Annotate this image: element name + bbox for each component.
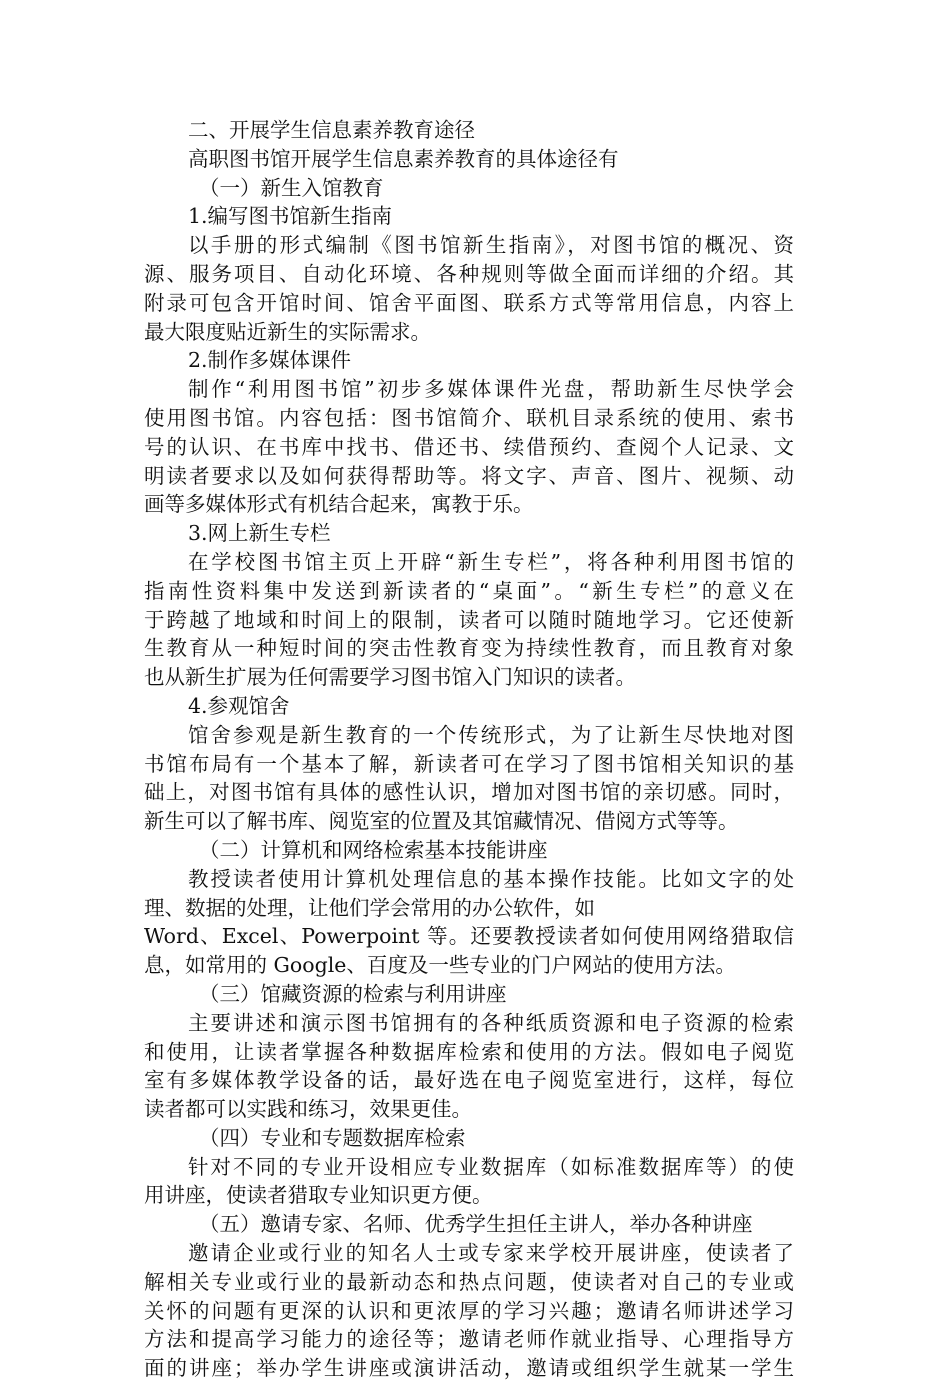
text-line: 最大限度贴近新生的实际需求。 xyxy=(144,319,431,344)
text-line: 和使用，让读者掌握各种数据库检索和使用的方法。假如电子阅览 xyxy=(144,1039,794,1064)
text-line: 息，如常用的 Google、百度及一些专业的门户网站的使用方法。 xyxy=(144,953,736,978)
text-line: 邀请企业或行业的知名人士或专家来学校开展讲座，使读者了 xyxy=(188,1241,794,1266)
text-line: 使用图书馆。内容包括：图书馆简介、联机目录系统的使用、索书 xyxy=(144,405,794,430)
text-line: 指南性资料集中发送到新读者的“桌面”。“新生专栏”的意义在 xyxy=(144,578,794,603)
text-line: 关怀的问题有更深的认识和更浓厚的学习兴趣；邀请名师讲述学习 xyxy=(144,1298,794,1323)
text-line: （五）邀请专家、名师、优秀学生担任主讲人，举办各种讲座 xyxy=(199,1212,753,1237)
text-line: （四）专业和专题数据库检索 xyxy=(199,1125,466,1150)
text-line: 解相关专业或行业的最新动态和热点问题，使读者对自己的专业或 xyxy=(144,1269,794,1294)
text-line: 针对不同的专业开设相应专业数据库（如标准数据库等）的使 xyxy=(188,1154,794,1179)
text-line: （二）计算机和网络检索基本技能讲座 xyxy=(199,837,548,862)
text-line: 也从新生扩展为任何需要学习图书馆入门知识的读者。 xyxy=(144,665,636,690)
text-line: 2.制作多媒体课件 xyxy=(188,348,352,373)
text-line: 书馆布局有一个基本了解，新读者可在学习了图书馆相关知识的基 xyxy=(144,751,794,776)
text-line: 面的讲座；举办学生讲座或演讲活动，邀请或组织学生就某一学生 xyxy=(144,1356,794,1381)
text-line: 以手册的形式编制《图书馆新生指南》，对图书馆的概况、资 xyxy=(188,233,794,258)
text-line: 号的认识、在书库中找书、借还书、续借预约、查阅个人记录、文 xyxy=(144,434,794,459)
text-line: 理、数据的处理，让他们学会常用的办公软件，如 xyxy=(144,895,595,920)
text-line: 3.网上新生专栏 xyxy=(188,521,331,546)
document-body xyxy=(144,116,794,1383)
text-line: 生教育从一种短时间的突击性教育变为持续性教育，而且教育对象 xyxy=(144,636,794,661)
text-line: （一）新生入馆教育 xyxy=(199,175,384,200)
text-line: 4.参观馆舍 xyxy=(188,693,290,718)
text-line: 读者都可以实践和练习，效果更佳。 xyxy=(144,1097,472,1122)
text-line: 制作“利用图书馆”初步多媒体课件光盘，帮助新生尽快学会 xyxy=(188,377,794,402)
text-line: 新生可以了解书库、阅览室的位置及其馆藏情况、借阅方式等等。 xyxy=(144,809,739,834)
text-line: 室有多媒体教学设备的话，最好选在电子阅览室进行，这样，每位 xyxy=(144,1068,794,1093)
text-line: （三）馆藏资源的检索与利用讲座 xyxy=(199,981,507,1006)
text-line: 画等多媒体形式有机结合起来，寓教于乐。 xyxy=(144,492,534,517)
text-line: 源、服务项目、自动化环境、各种规则等做全面而详细的介绍。其 xyxy=(144,261,794,286)
text-line: 高职图书馆开展学生信息素养教育的具体途径有 xyxy=(188,146,619,171)
text-line: 馆舍参观是新生教育的一个传统形式，为了让新生尽快地对图 xyxy=(188,722,794,747)
text-line: 础上，对图书馆有具体的感性认识，增加对图书馆的亲切感。同时， xyxy=(144,780,794,805)
text-line: 教授读者使用计算机处理信息的基本操作技能。比如文字的处 xyxy=(188,866,794,891)
text-line: 附录可包含开馆时间、馆舍平面图、联系方式等常用信息，内容上 xyxy=(144,290,794,315)
text-line: 用讲座，使读者猎取专业知识更方便。 xyxy=(144,1183,493,1208)
text-line: 主要讲述和演示图书馆拥有的各种纸质资源和电子资源的检索 xyxy=(188,1010,794,1035)
text-line: 1.编写图书馆新生指南 xyxy=(188,204,393,229)
text-line: 于跨越了地域和时间上的限制，读者可以随时随地学习。它还使新 xyxy=(144,607,794,632)
text-line: 方法和提高学习能力的途径等；邀请老师作就业指导、心理指导方 xyxy=(144,1327,794,1352)
text-line: Word、Excel、Powerpoint 等。还要教授读者如何使用网络猎取信 xyxy=(144,924,794,949)
text-line: 明读者要求以及如何获得帮助等。将文字、声音、图片、视频、动 xyxy=(144,463,794,488)
text-line: 在学校图书馆主页上开辟“新生专栏”，将各种利用图书馆的 xyxy=(188,549,794,574)
text-line: 二、开展学生信息素养教育途径 xyxy=(188,118,475,142)
